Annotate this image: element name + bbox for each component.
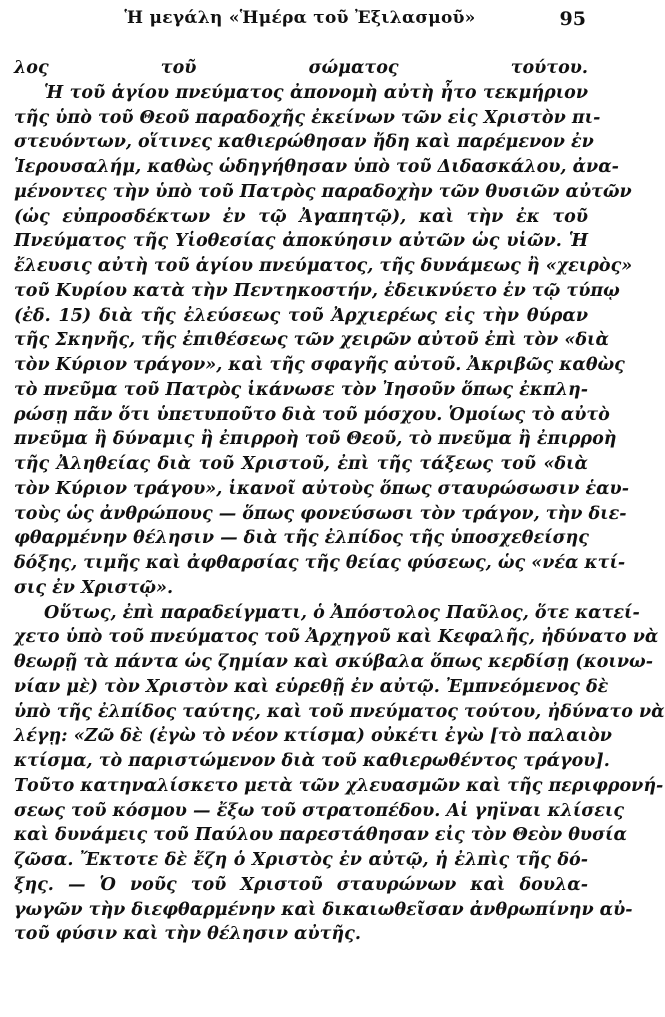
text-line: τοῦ Κυρίου κατὰ τὴν Πεντηκοστήν, ἐδεικνύετο ἐν τῷ τύπῳ [14, 280, 620, 301]
text-line: Τοῦτο κατηναλίσκετο μετὰ τῶν χλευασμῶν καὶ τῆς περιφρονή- [14, 775, 664, 796]
text-line: σεως τοῦ κόσμου — ἔξω τοῦ στρατοπέδου. Αἱ γηϊναι κλίσεις [14, 800, 624, 821]
text-line: νίαν μὲ) τὸν Χριστὸν καὶ εὑρεθῇ ἐν αὐτῷ. Ἐμπνεόμενος δὲ [14, 676, 609, 697]
text-line: καὶ δυνάμεις τοῦ Παύλου παρεστάθησαν εἰς τὸν Θεὸν θυσία [14, 825, 627, 846]
header-title: Ἡ μεγάλη «Ἡμέρα τοῦ Ἐξιλασμοῦ» [124, 8, 476, 28]
text-line: Οὕτως, ἐπὶ παραδείγματι, ὁ Ἀπόστολος Παῦλος, ὅτε κατεί- [44, 602, 640, 623]
text-line: ξης. — Ὁ νοῦς τοῦ Χριστοῦ σταυρώνων καὶ δουλα- [14, 874, 588, 895]
text-line: ζῶσα. Ἔκτοτε δὲ ἔζη ὁ Χριστὸς ἐν αὐτῷ, ἡ ἐλπὶς τῆς δό- [14, 850, 588, 870]
text-line: φθαρμένην θέλησιν — διὰ τῆς ἐλπίδος τῆς ὑποσχεθείσης [14, 528, 589, 549]
text-line: τῆς Ἀληθείας διὰ τοῦ Χριστοῦ, ἐπὶ τῆς τάξεως τοῦ «διὰ [14, 454, 588, 474]
text-line: γωγῶν τὴν διεφθαρμένην καὶ δικαιωθεῖσαν ἀνθρωπίνην αὐ- [14, 899, 633, 920]
text-line: τὸ πνεῦμα τοῦ Πατρὸς ἱκάνωσε τὸν Ἰησοῦν ὅπως ἐκπλη- [14, 379, 588, 400]
text-line: (ἐδ. 15) διὰ τῆς ἐλεύσεως τοῦ Ἀρχιερέως εἰς τὴν θύραν [14, 305, 588, 326]
text-line: θεωρῇ τὰ πάντα ὡς ζημίαν καὶ σκύβαλα ὅπως κερδίσῃ (κοινω- [14, 652, 653, 672]
text-line: ὑπὸ τῆς ἐλπίδος ταύτης, καὶ τοῦ πνεύματος τούτου, ἠδύνατο νὰ [14, 701, 665, 722]
running-header [0, 8, 600, 34]
text-line: λέγῃ: «Ζῶ δὲ (ἐγὼ τὸ νέον κτίσμα) οὐκέτι ἐγὼ [τὸ παλαιὸν [14, 726, 612, 747]
text-line: Πνεύματος τῆς Υἱοθεσίας ἀποκύησιν αὐτῶν ὡς υἱῶν. Ἡ [14, 231, 588, 252]
text-line: στευόντων, οἵτινες καθιερώθησαν ἤδη καὶ παρέμενον ἐν [14, 132, 594, 153]
text-line: ρώσῃ πᾶν ὅτι ὑπετυποῦτο διὰ τοῦ μόσχου. Ὁμοίως τὸ αὐτὸ [14, 404, 610, 425]
text-line: τῆς ὑπὸ τοῦ Θεοῦ παραδοχῆς ἐκείνων τῶν εἰς Χριστὸν πι- [14, 107, 601, 128]
text-line: χετο ὑπὸ τοῦ πνεύματος τοῦ Ἀρχηγοῦ καὶ Κεφαλῆς, ἠδύνατο νὰ [14, 627, 659, 648]
text-line: τὸν Κύριον τράγου», ἱκανοῖ αὐτοὺς ὅπως σταυρώσωσιν ἑαυ- [14, 478, 629, 499]
text-line: δόξης, τιμῆς καὶ ἀφθαρσίας τῆς θείας φύσεως, ὡς «νέα κτί- [14, 553, 626, 573]
text-line: τοὺς ὡς ἀνθρώπους — ὅπως φονεύσωσι τὸν τράγον, τὴν διε- [14, 503, 627, 524]
text-line: λος τοῦ σώματος τούτου. [14, 58, 588, 78]
text-line: τὸν Κύριον τράγον», καὶ τῆς σφαγῆς αὐτοῦ. Ἀκριβῶς καθὼς [14, 355, 625, 375]
text-line: μένοντες τὴν ὑπὸ τοῦ Πατρὸς παραδοχὴν τῶν θυσιῶν αὐτῶν [14, 181, 632, 202]
text-line: (ὡς εὐπροσδέκτων ἐν τῷ Ἀγαπητῷ), καὶ τὴν ἐκ τοῦ [14, 206, 588, 227]
body-text [14, 56, 665, 947]
text-line: Ἡ τοῦ ἁγίου πνεύματος ἀπονομὴ αὐτὴ ἦτο τεκμήριον [44, 82, 588, 103]
text-line: πνεῦμα ἢ δύναμις ἢ ἐπιρροὴ τοῦ Θεοῦ, τὸ πνεῦμα ἢ ἐπιρροὴ [14, 429, 617, 450]
text-line: ἔλευσις αὐτὴ τοῦ ἁγίου πνεύματος, τῆς δυνάμεως ἢ «χειρὸς» [14, 256, 633, 276]
text-line: Ἱερουσαλήμ, καθὼς ὡδηγήθησαν ὑπὸ τοῦ Διδασκάλου, ἀνα- [14, 157, 619, 177]
text-line: κτίσμα, τὸ παριστώμενον διὰ τοῦ καθιερωθέντος τράγου]. [14, 751, 610, 771]
text-line: τοῦ φύσιν καὶ τὴν θέλησιν αὐτῆς. [14, 924, 361, 945]
page-number: 95 [559, 8, 586, 30]
text-line: τῆς Σκηνῆς, τῆς ἐπιθέσεως τῶν χειρῶν αὐτοῦ ἐπὶ τὸν «διὰ [14, 330, 609, 351]
text-line: σις ἐν Χριστῷ». [14, 577, 174, 598]
